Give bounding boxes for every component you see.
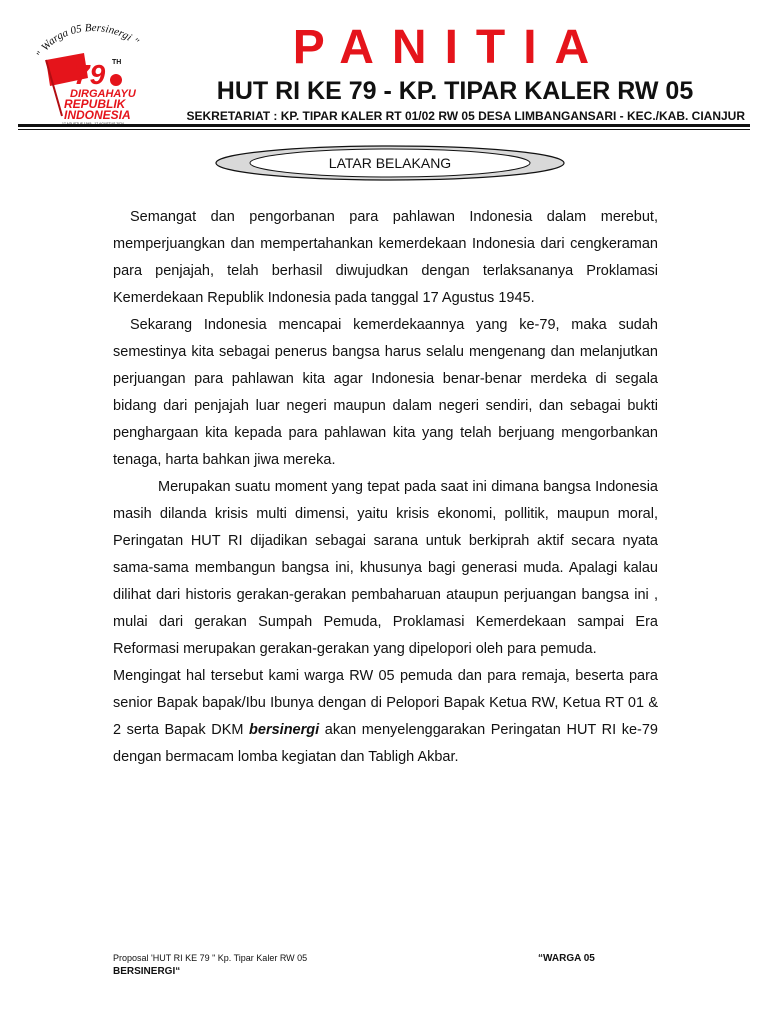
footer-motto-start: “WARGA 05	[538, 953, 595, 964]
logo-line2: REPUBLIK	[64, 97, 126, 111]
footer-motto-end: BERSINERGI“	[113, 966, 181, 977]
letterhead-title: PANITIA	[292, 21, 608, 74]
paragraph-4-emphasis: bersinergi	[249, 722, 320, 738]
paragraph-2: Sekarang Indonesia mencapai kemerdekaannya yang ke-79, maka sudah semestinya kita sebagai penerus bangsa harus selalu mengenang dan melanjutkan perjuangan para pahlawan kita agar Indonesia benar-benar merdeka di segala bidang dari penjajah luar negeri maupun dalam negeri sendiri, dan sebagai bukti penghargaan kita kepada para pahlawan kita yang telah berjuang mengorbankan tenaga, harta bahkan jiwa mereka.	[113, 317, 658, 468]
paragraph-3: Merupakan suatu moment yang tepat pada saat ini dimana bangsa Indonesia masih dilanda krisis multi dimensi, yaitu krisis ekonomi, pollitik, maupun moral, Peringatan HUT RI dijadikan sebagai sarana untuk berkiprah aktif secara nyata sama-sama membangun bangsa ini, khusunya bagi generasi muda. Apalagi kalau dilihat dari historis gerakan-gerakan pembaharuan ataupun perjuangan bangsa ini , mulai dari gerakan Sumpah Pemuda, Proklamasi Kemerdekaan sampai Era Reformasi merupakan gerakan-gerakan yang dipelopori oleh para pemuda.	[113, 479, 658, 657]
logo-number: 79	[74, 59, 106, 90]
letterhead-secretariat: SEKRETARIAT : KP. TIPAR KALER RT 01/02 RW 05 DESA LIMBANGANSARI - KEC./KAB. CIANJUR	[186, 109, 745, 123]
letterhead-divider	[18, 124, 750, 127]
logo-arc-text: " Warga 05 Bersinergi "	[34, 21, 141, 60]
svg-text:" Warga 05 Bersinergi "	[34, 22, 141, 59]
paragraph-1: Semangat dan pengorbanan para pahlawan Indonesia dalam merebut, memperjuangkan dan mempertahankan kemerdekaan Indonesia dari cengkeraman para penjajah, telah berhasil diwujudkan dengan terlaksananya Proklamasi Kemerdekaan Republik Indonesia pada tanggal 17 Agustus 1945.	[113, 209, 658, 306]
hut-ri-79-logo	[32, 20, 152, 128]
paragraph-4-text-end: akan menyelenggarakan Peringatan HUT RI ke-79 dengan bermacam lomba kegiatan dan Tabligh Akbar.	[113, 722, 658, 765]
section-heading: LATAR BELAKANG	[328, 155, 452, 171]
footer-proposal-label: Proposal 'HUT RI KE 79 " Kp. Tipar Kaler RW 05	[113, 953, 308, 963]
logo-line1: DIRGAHAYU	[70, 88, 136, 100]
paragraph-4-text-start: Mengingat hal tersebut kami warga RW 05 pemuda dan para remaja, beserta para senior Bapak bapak/Ibu Ibunya dengan di Pelopori Bapak Ketua RW, Ketua RT 01 & 2 serta Bapak DKM	[113, 668, 658, 738]
logo-th: TH	[112, 59, 122, 66]
letterhead-subtitle: HUT RI KE 79 - KP. TIPAR KALER RW 05	[216, 77, 694, 105]
section-heading-box	[214, 144, 566, 182]
logo-line3: INDONESIA	[64, 108, 131, 122]
body-text	[113, 204, 658, 771]
letterhead-divider-thin	[18, 129, 750, 130]
paragraph-4	[113, 663, 658, 771]
